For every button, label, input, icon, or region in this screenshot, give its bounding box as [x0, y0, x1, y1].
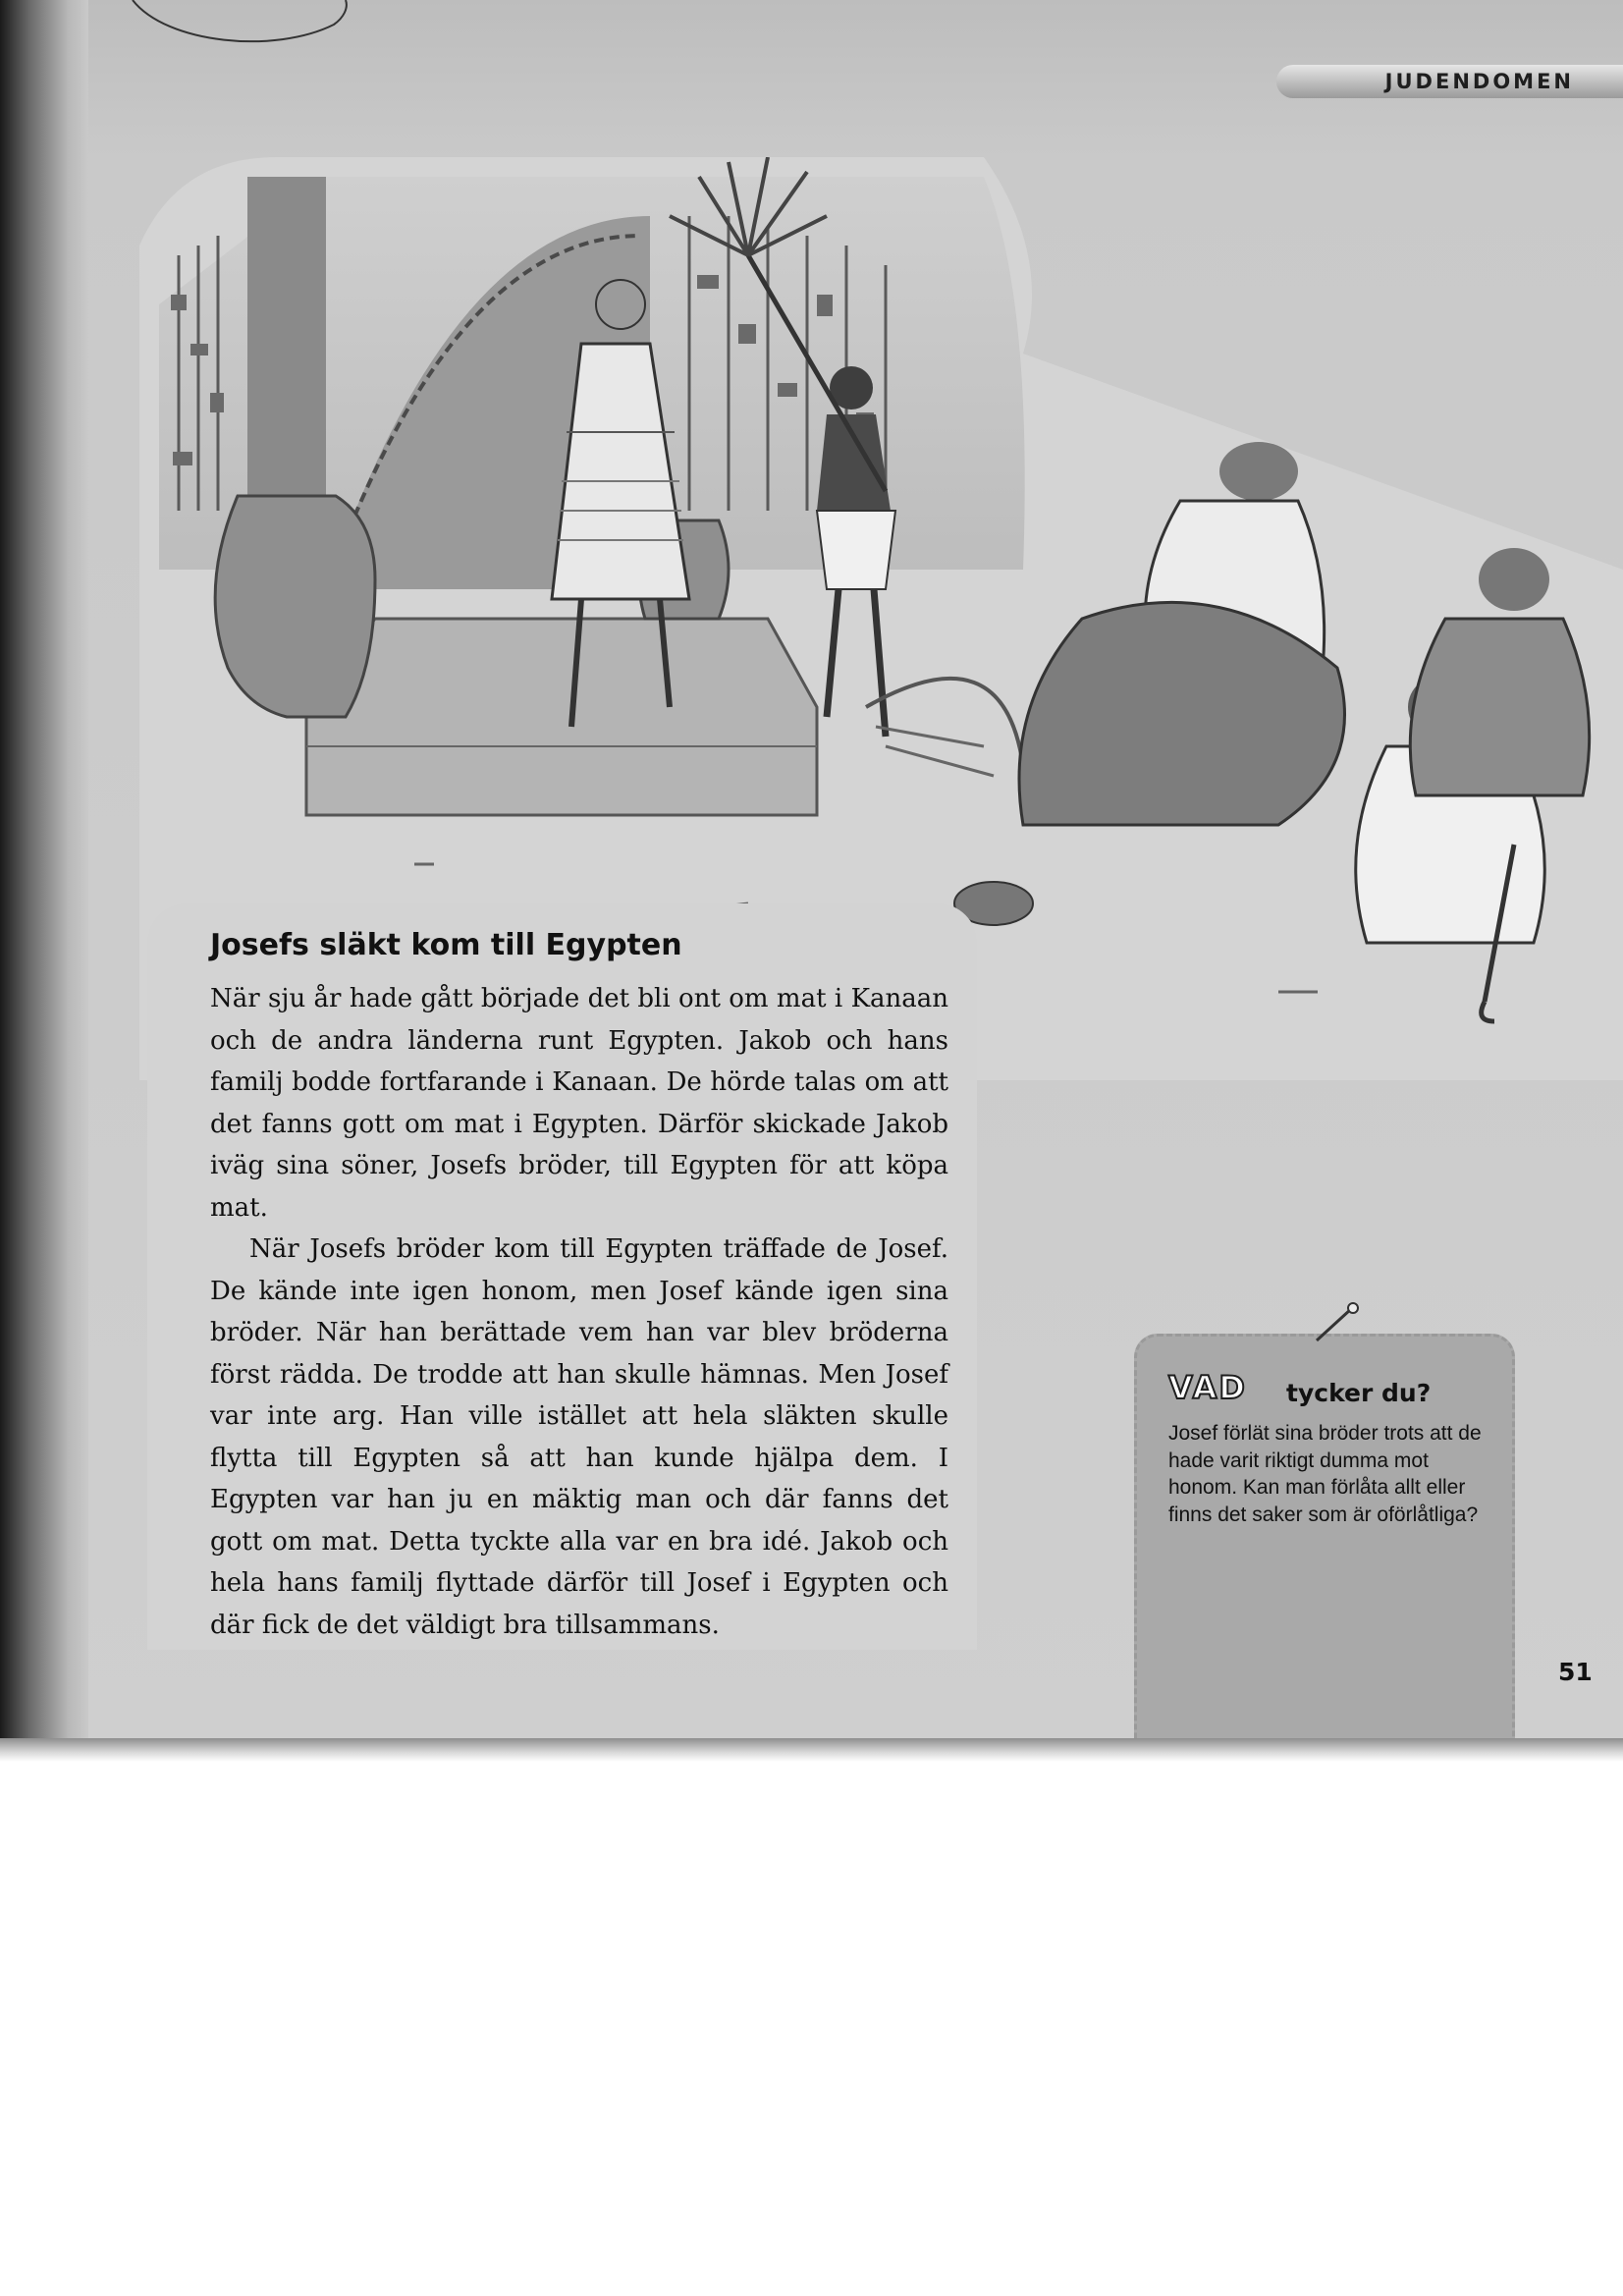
pencil-scribble	[128, 0, 353, 51]
book-binding	[0, 0, 88, 1748]
question-text: Josef förlät sina bröder trots att de hade varit riktigt dumma mot honom. Kan man förlåta allt eller finns det saker som är oförlåtliga?	[1168, 1422, 1482, 1526]
pin-icon	[1312, 1301, 1371, 1345]
article-title: Josefs släkt kom till Egypten	[210, 928, 682, 962]
article-body	[210, 978, 948, 1646]
page-bottom-edge	[0, 1738, 1623, 1762]
article-paragraph: När sju år hade gått började det bli ont om mat i Kanaan och de andra länderna runt Egypten. Jakob och hans familj bodde fortfarande i Kanaan. De hörde talas om att det fanns gott om mat i Egypten. Därför skickade Jakob iväg sina söner, Josefs bröder, till Egypten för att köpa mat.	[210, 984, 948, 1223]
section-label: JUDENDOMEN	[1384, 70, 1574, 93]
article-paragraph: När Josefs bröder kom till Egypten träffade de Josef. De kände inte igen honom, men Josef kände igen sina bröder. När han berättade vem han var blev bröderna först rädda. De trodde att han skulle hämnas. Men Josef var inte arg. Han ville istället att hela släkten skulle flytta till Egypten så att han kunde hjälpa dem. I Egypten var han ju en mäktig man och där fanns det gott om mat. Detta tyckte alla var en bra idé. Jakob och hela hans familj flyttade därför till Josef i Egypten och där fick de det väldigt bra tillsammans.	[210, 1234, 948, 1640]
question-heading: tycker du?	[1286, 1379, 1432, 1407]
page-number: 51	[1558, 1658, 1593, 1686]
section-header-tab	[1276, 65, 1623, 98]
vad-logo: VAD	[1168, 1369, 1247, 1406]
